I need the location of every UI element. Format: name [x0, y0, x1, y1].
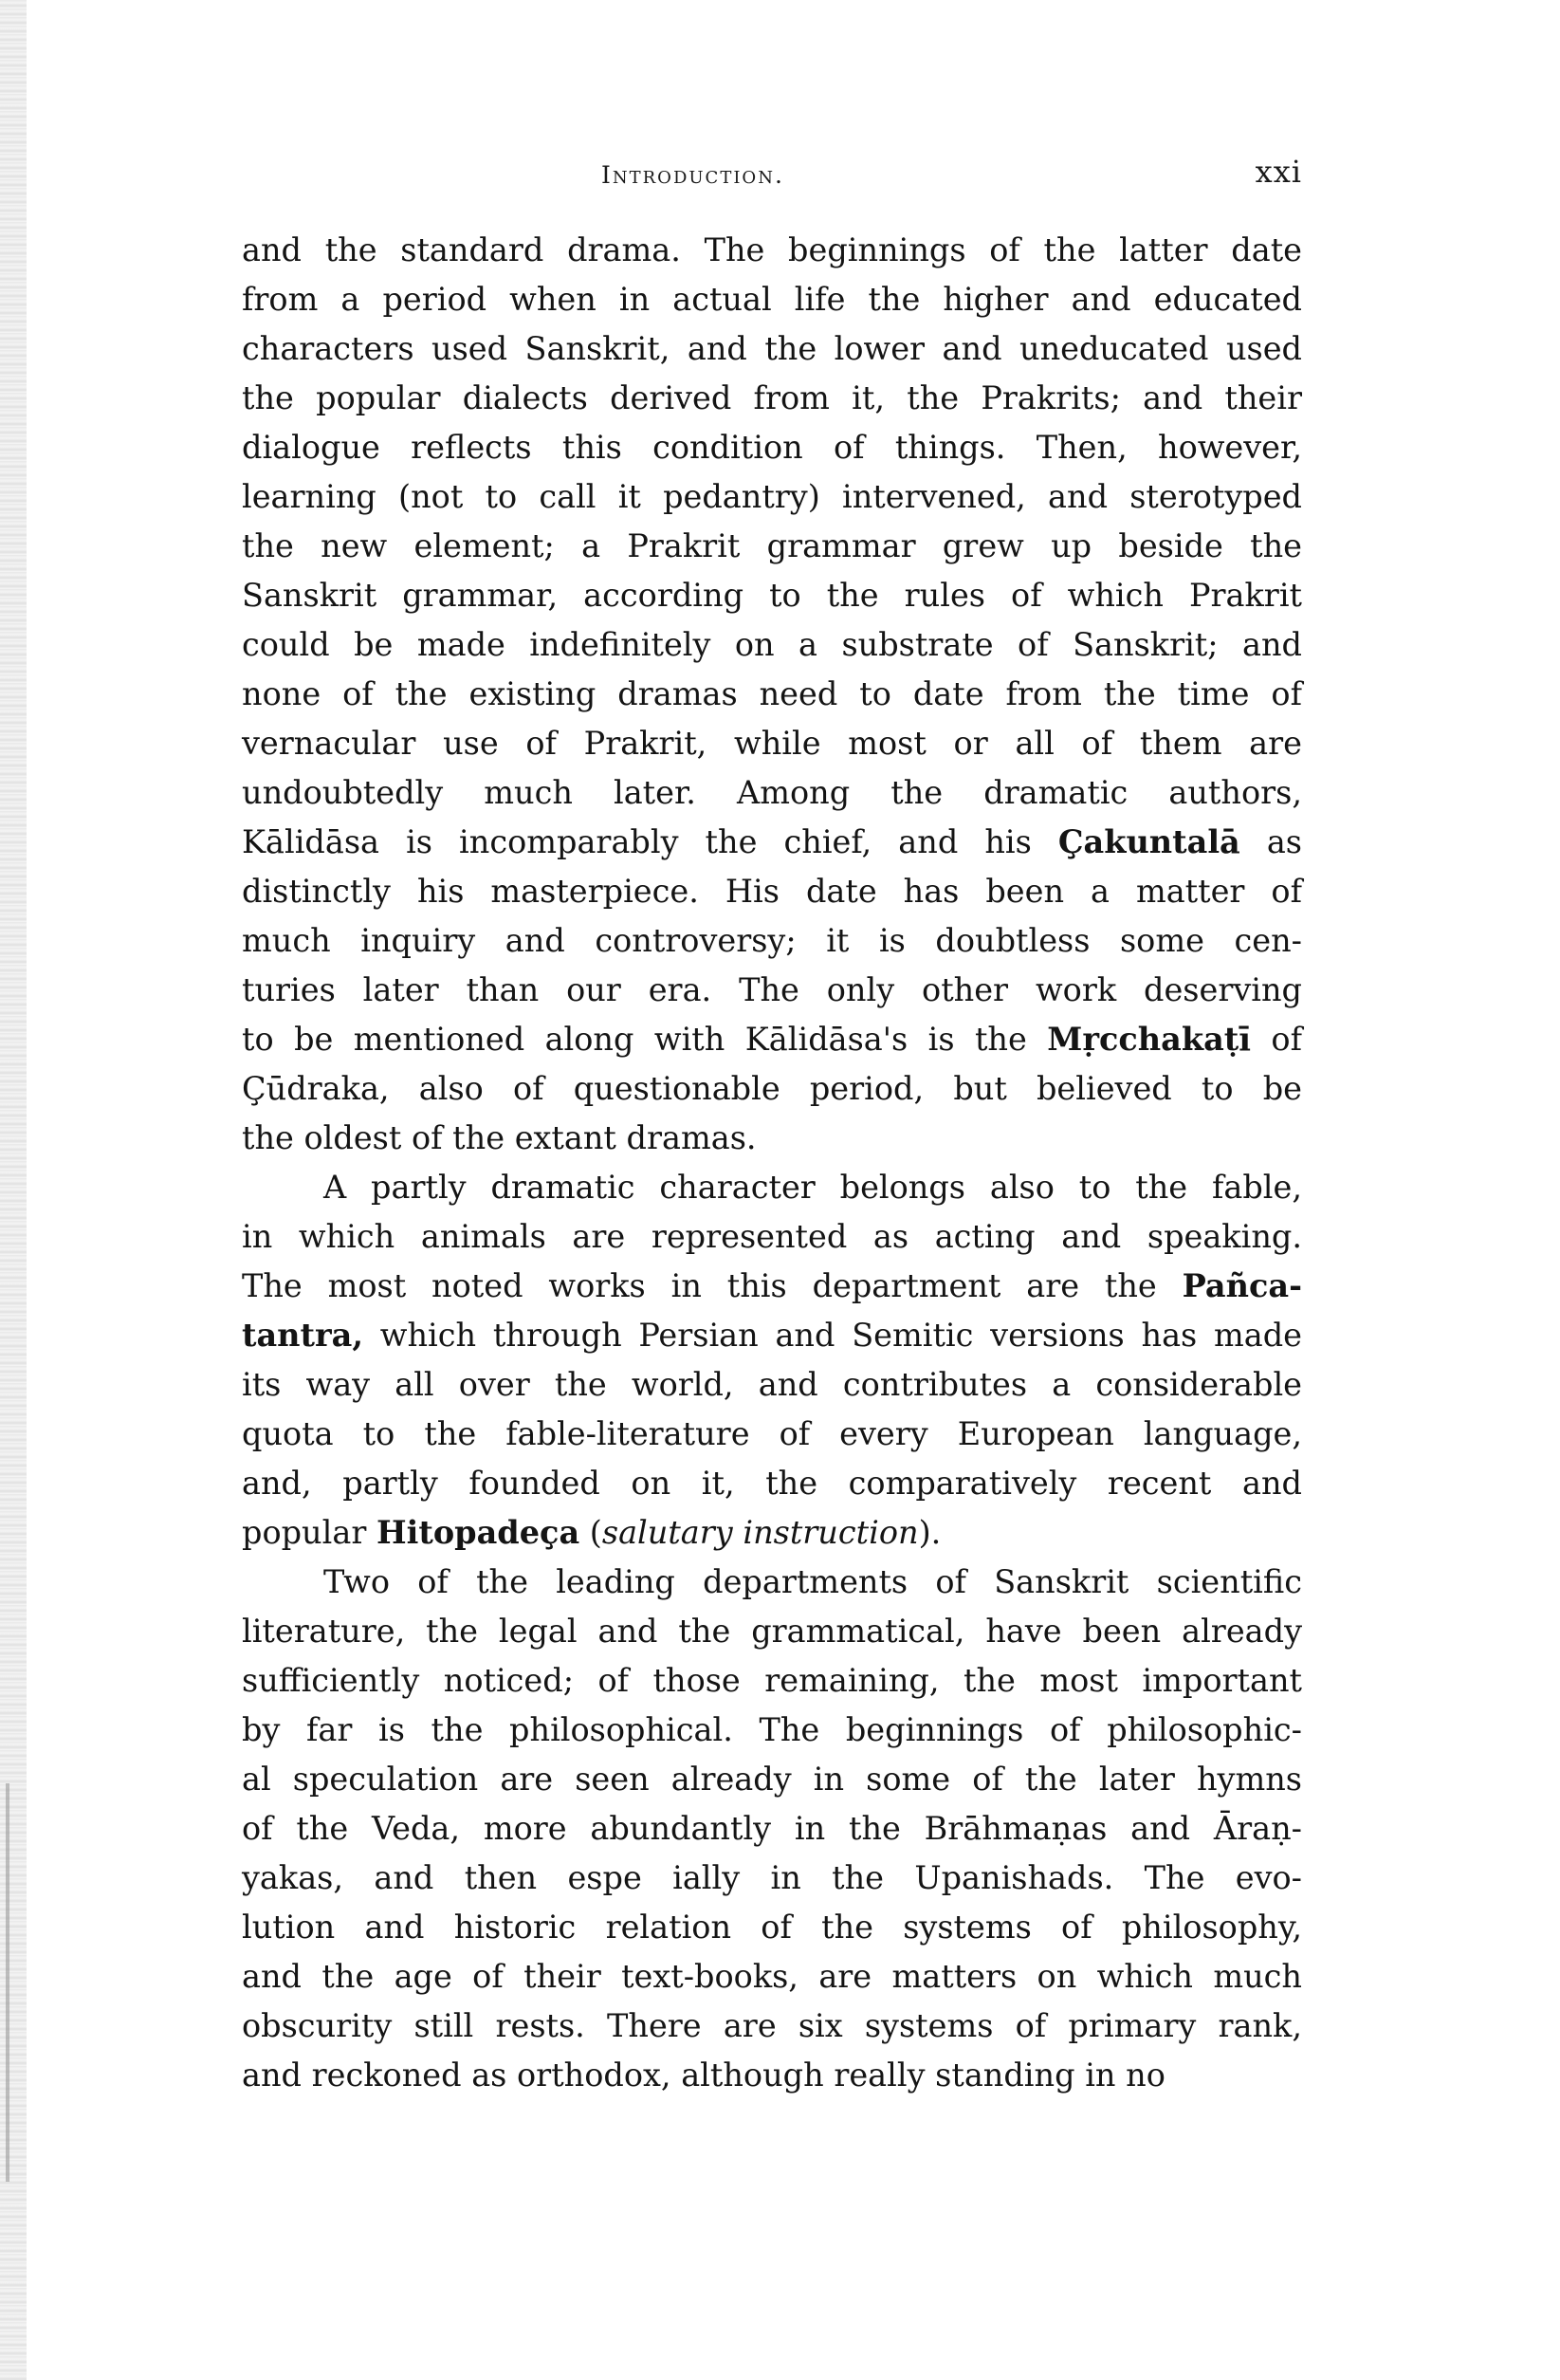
text-line	[242, 1558, 1302, 1607]
text-line	[242, 916, 1302, 966]
text-run: and reckoned as orthodox, although really standing in no	[242, 2057, 1165, 2094]
text-line	[242, 324, 1302, 374]
text-line	[242, 1114, 1302, 1163]
text-run: to be mentioned along with Kālidāsa's is the	[242, 1021, 1048, 1058]
text-run: lution and historic relation of the systems of philosophy,	[242, 1909, 1302, 1946]
text-run: of the Veda, more abundantly in the Brāhmaṇas and Āraṇ-	[242, 1810, 1302, 1847]
binding-gutter	[0, 0, 27, 2380]
text-line	[242, 1262, 1302, 1311]
text-line	[242, 571, 1302, 620]
text-run: sufficiently noticed; of those remaining, the most important	[242, 1662, 1302, 1699]
text-run: of	[1250, 1021, 1302, 1058]
text-line	[242, 620, 1302, 670]
bold-title: Çakuntalā	[1057, 823, 1240, 860]
text-run: quota to the fable-literature of every European language,	[242, 1415, 1302, 1452]
text-run: in which animals are represented as acting and speaking.	[242, 1218, 1302, 1255]
text-line	[242, 226, 1302, 275]
text-line	[242, 275, 1302, 324]
text-run: learning (not to call it pedantry) intervened, and sterotyped	[242, 478, 1302, 515]
text-line	[242, 1952, 1302, 2002]
running-title: Introduction.	[601, 161, 784, 189]
text-run: popular	[242, 1514, 376, 1551]
text-run: characters used Sanskrit, and the lower and uneducated used	[242, 330, 1302, 367]
text-run: by far is the philosophical. The beginnings of philosophic-	[242, 1711, 1302, 1748]
bold-title: Hitopadeça	[376, 1514, 580, 1551]
binding-shadow	[6, 1783, 9, 2182]
bold-title: Pañca-	[1182, 1267, 1302, 1304]
text-run: The most noted works in this department are the	[242, 1267, 1183, 1304]
text-line	[242, 472, 1302, 522]
page-header	[242, 154, 1302, 199]
text-line	[242, 1656, 1302, 1706]
paragraph	[242, 1558, 1302, 2100]
text-line	[242, 1459, 1302, 1508]
text-line	[242, 522, 1302, 571]
text-run: obscurity still rests. There are six systems of primary rank,	[242, 2007, 1302, 2044]
text-run: and, partly founded on it, the comparatively recent and	[242, 1465, 1302, 1502]
text-run: the new element; a Prakrit grammar grew up beside the	[242, 527, 1302, 564]
text-line	[242, 423, 1302, 472]
text-run: al speculation are seen already in some of the later hymns	[242, 1761, 1302, 1798]
text-line	[242, 1015, 1302, 1064]
text-line	[242, 1360, 1302, 1410]
text-run: literature, the legal and the grammatical, have been already	[242, 1613, 1302, 1650]
text-run: much inquiry and controversy; it is doubtless some cen-	[242, 922, 1302, 959]
italic-gloss: salutary instruction	[601, 1514, 919, 1551]
text-line	[242, 719, 1302, 768]
text-line	[242, 1212, 1302, 1262]
text-run: (	[579, 1514, 602, 1551]
text-line	[242, 1755, 1302, 1804]
text-run: yakas, and then espe ially in the Upanishads. The evo-	[242, 1859, 1302, 1896]
text-run: its way all over the world, and contributes a considerable	[242, 1366, 1302, 1403]
bold-title: tantra,	[242, 1317, 364, 1354]
text-line	[242, 818, 1302, 867]
text-line	[242, 1804, 1302, 1854]
text-line	[242, 1706, 1302, 1755]
text-line	[242, 374, 1302, 423]
text-line	[242, 2051, 1302, 2100]
paragraph	[242, 226, 1302, 1163]
text-line	[242, 1410, 1302, 1459]
text-line	[242, 1607, 1302, 1656]
text-run: and the standard drama. The beginnings of the latter date	[242, 231, 1302, 268]
text-run: Çūdraka, also of questionable period, but believed to be	[242, 1070, 1302, 1107]
text-line	[242, 2002, 1302, 2051]
bold-title: Mṛcchakaṭī	[1047, 1021, 1251, 1058]
text-line	[242, 1064, 1302, 1114]
text-run: Sanskrit grammar, according to the rules of which Prakrit	[242, 577, 1302, 614]
text-run: turies later than our era. The only other work deserving	[242, 971, 1302, 1008]
text-run: and the age of their text-books, are matters on which much	[242, 1958, 1302, 1995]
text-run: undoubtedly much later. Among the dramatic authors,	[242, 774, 1302, 811]
text-run: none of the existing dramas need to date from the time of	[242, 675, 1302, 712]
text-line	[242, 1508, 1302, 1558]
text-line	[242, 1311, 1302, 1360]
text-line	[242, 867, 1302, 916]
text-run: dialogue reflects this condition of things. Then, however,	[242, 429, 1302, 466]
text-run: ).	[918, 1514, 942, 1551]
text-line	[242, 768, 1302, 818]
text-run: as	[1239, 823, 1302, 860]
text-run: Kālidāsa is incomparably the chief, and his	[242, 823, 1058, 860]
text-line	[242, 1854, 1302, 1903]
text-run: the oldest of the extant dramas.	[242, 1119, 757, 1156]
text-line	[242, 670, 1302, 719]
text-line	[242, 1903, 1302, 1952]
body-text	[242, 226, 1302, 2100]
text-run: could be made indefinitely on a substrate of Sanskrit; and	[242, 626, 1302, 663]
paragraph	[242, 1163, 1302, 1558]
text-run: which through Persian and Semitic versions has made	[363, 1317, 1302, 1354]
text-line	[242, 1163, 1302, 1212]
text-run: from a period when in actual life the higher and educated	[242, 281, 1302, 318]
text-run: A partly dramatic character belongs also to the fable,	[323, 1169, 1302, 1206]
text-run: Two of the leading departments of Sanskrit scientific	[323, 1563, 1302, 1600]
text-run: vernacular use of Prakrit, while most or all of them are	[242, 725, 1302, 762]
text-run: the popular dialects derived from it, the Prakrits; and their	[242, 379, 1302, 416]
text-line	[242, 966, 1302, 1015]
text-run: distinctly his masterpiece. His date has been a matter of	[242, 873, 1302, 910]
page-number: xxi	[1255, 154, 1302, 190]
